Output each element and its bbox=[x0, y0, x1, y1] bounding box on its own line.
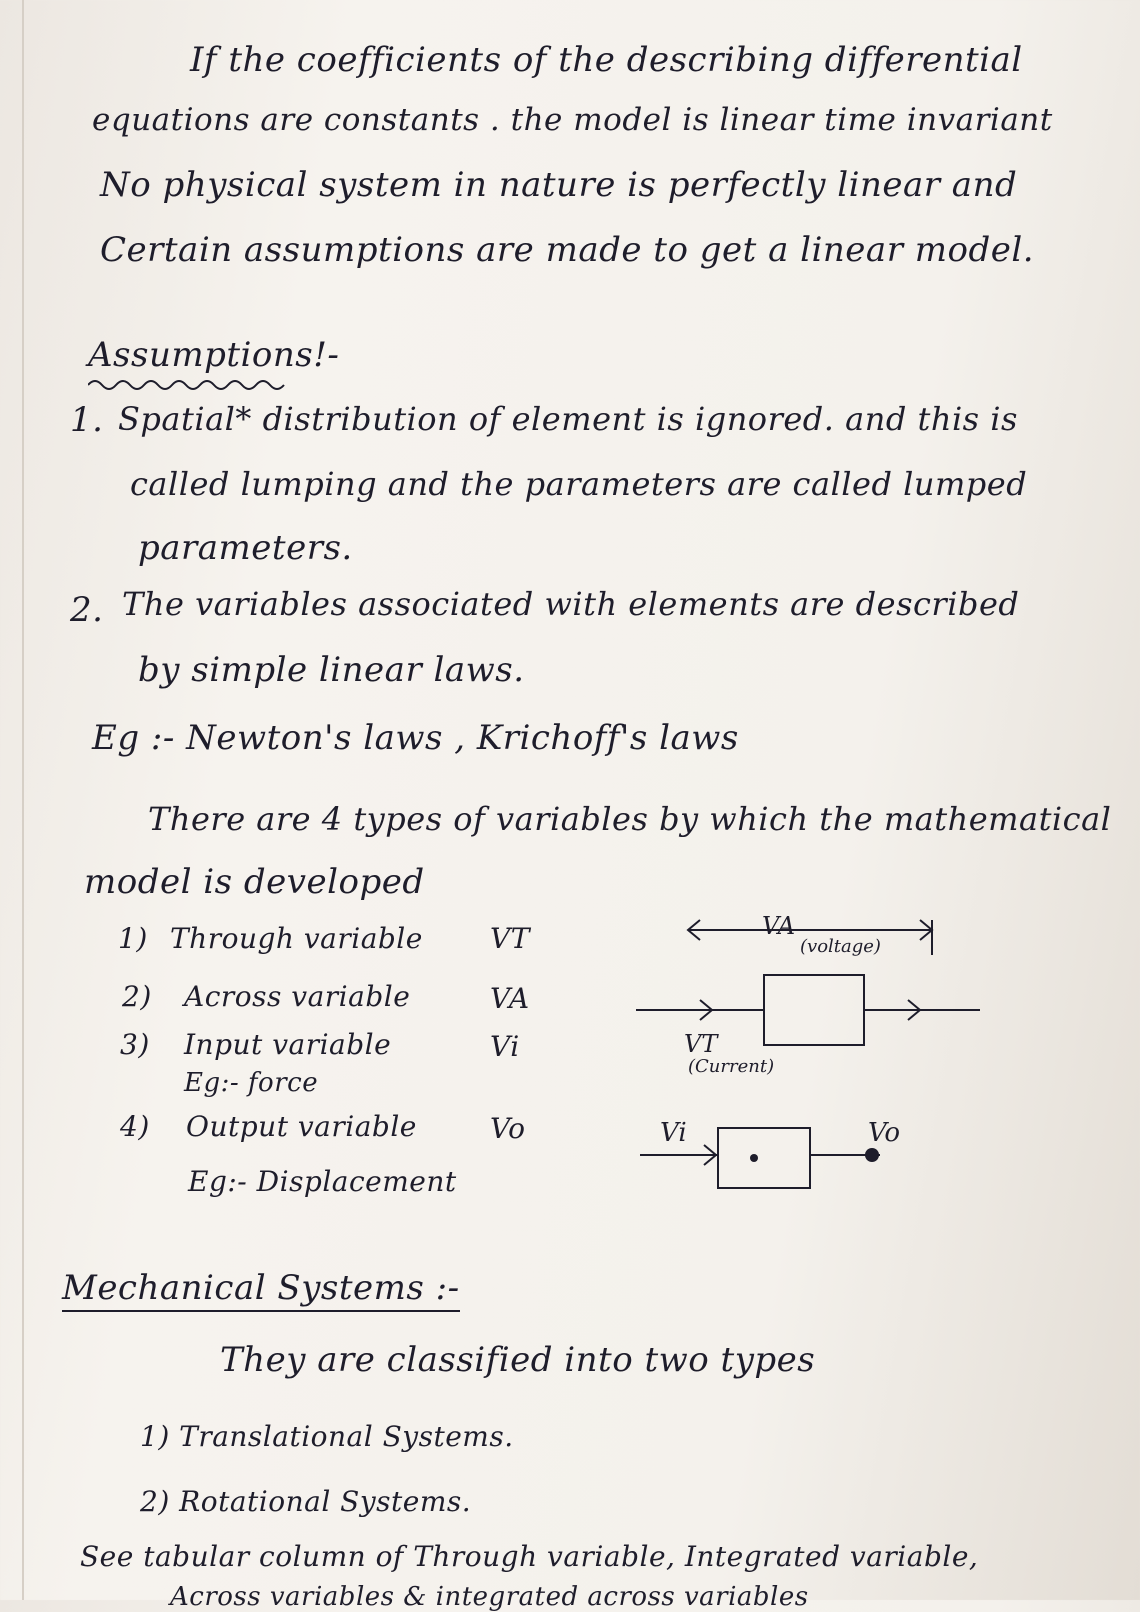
assumption-1-line-1: Spatial* distribution of element is ignored. and this is bbox=[118, 400, 1018, 438]
diagram-1-bottom-label: VT bbox=[684, 1030, 718, 1058]
variables-intro-line-1: There are 4 types of variables by which the mathematical bbox=[148, 800, 1112, 838]
variable-4-label: Output variable bbox=[186, 1110, 417, 1143]
mechanical-heading bbox=[62, 1268, 460, 1308]
margin-line bbox=[22, 0, 24, 1600]
diagram-2-input-label: Vi bbox=[660, 1118, 687, 1148]
variable-4-number: 4) bbox=[120, 1110, 150, 1143]
assumptions-heading: Assumptions!- bbox=[88, 335, 340, 375]
heading-underline bbox=[88, 375, 308, 395]
mechanical-type-1: 1) Translational Systems. bbox=[140, 1420, 514, 1453]
assumption-1-line-3: parameters. bbox=[138, 528, 353, 568]
assumption-1-number: 1. bbox=[70, 400, 104, 440]
assumption-2-line-2: by simple linear laws. bbox=[138, 650, 525, 690]
assumption-example: Eg :- Newton's laws , Krichoff's laws bbox=[92, 718, 739, 758]
intro-line-3: No physical system in nature is perfectly linear and bbox=[100, 165, 1018, 205]
variable-4-example: Eg:- Displacement bbox=[188, 1165, 457, 1198]
assumption-2-number: 2. bbox=[70, 590, 104, 630]
diagram-1-top-label: VA bbox=[762, 912, 796, 940]
variable-2-label: Across variable bbox=[184, 980, 411, 1013]
mechanical-footer-line-2: Across variables & integrated across variables bbox=[170, 1582, 809, 1612]
intro-line-1: If the coefficients of the describing differential bbox=[190, 40, 1023, 80]
diagram-2-output-label: Vo bbox=[868, 1118, 901, 1148]
variable-1-number: 1) bbox=[118, 922, 148, 955]
variable-2-symbol: VA bbox=[490, 982, 530, 1015]
variable-3-number: 3) bbox=[120, 1028, 150, 1061]
mechanical-heading-text: Mechanical Systems :- bbox=[62, 1268, 460, 1312]
variable-1-label: Through variable bbox=[170, 922, 423, 955]
mechanical-intro: They are classified into two types bbox=[220, 1340, 816, 1380]
variable-2-number: 2) bbox=[122, 980, 152, 1013]
variables-intro-line-2: model is developed bbox=[84, 862, 425, 902]
mechanical-type-2: 2) Rotational Systems. bbox=[140, 1485, 472, 1518]
variable-3-example: Eg:- force bbox=[184, 1068, 319, 1098]
variable-1-symbol: VT bbox=[490, 922, 530, 955]
assumption-1-line-2: called lumping and the parameters are called lumped bbox=[130, 465, 1028, 503]
mechanical-footer-line-1: See tabular column of Through variable, Integrated variable, bbox=[80, 1540, 979, 1573]
diagram-1-bottom-note: (Current) bbox=[688, 1056, 775, 1077]
diagram-1-top-note: (voltage) bbox=[800, 936, 881, 957]
variable-4-symbol: Vo bbox=[490, 1112, 526, 1145]
variable-3-symbol: Vi bbox=[490, 1030, 520, 1063]
assumption-2-line-1: The variables associated with elements are described bbox=[122, 585, 1020, 623]
intro-line-2: equations are constants . the model is linear time invariant bbox=[92, 102, 1053, 138]
intro-line-4: Certain assumptions are made to get a linear model. bbox=[100, 230, 1035, 270]
variable-3-label: Input variable bbox=[184, 1028, 392, 1061]
